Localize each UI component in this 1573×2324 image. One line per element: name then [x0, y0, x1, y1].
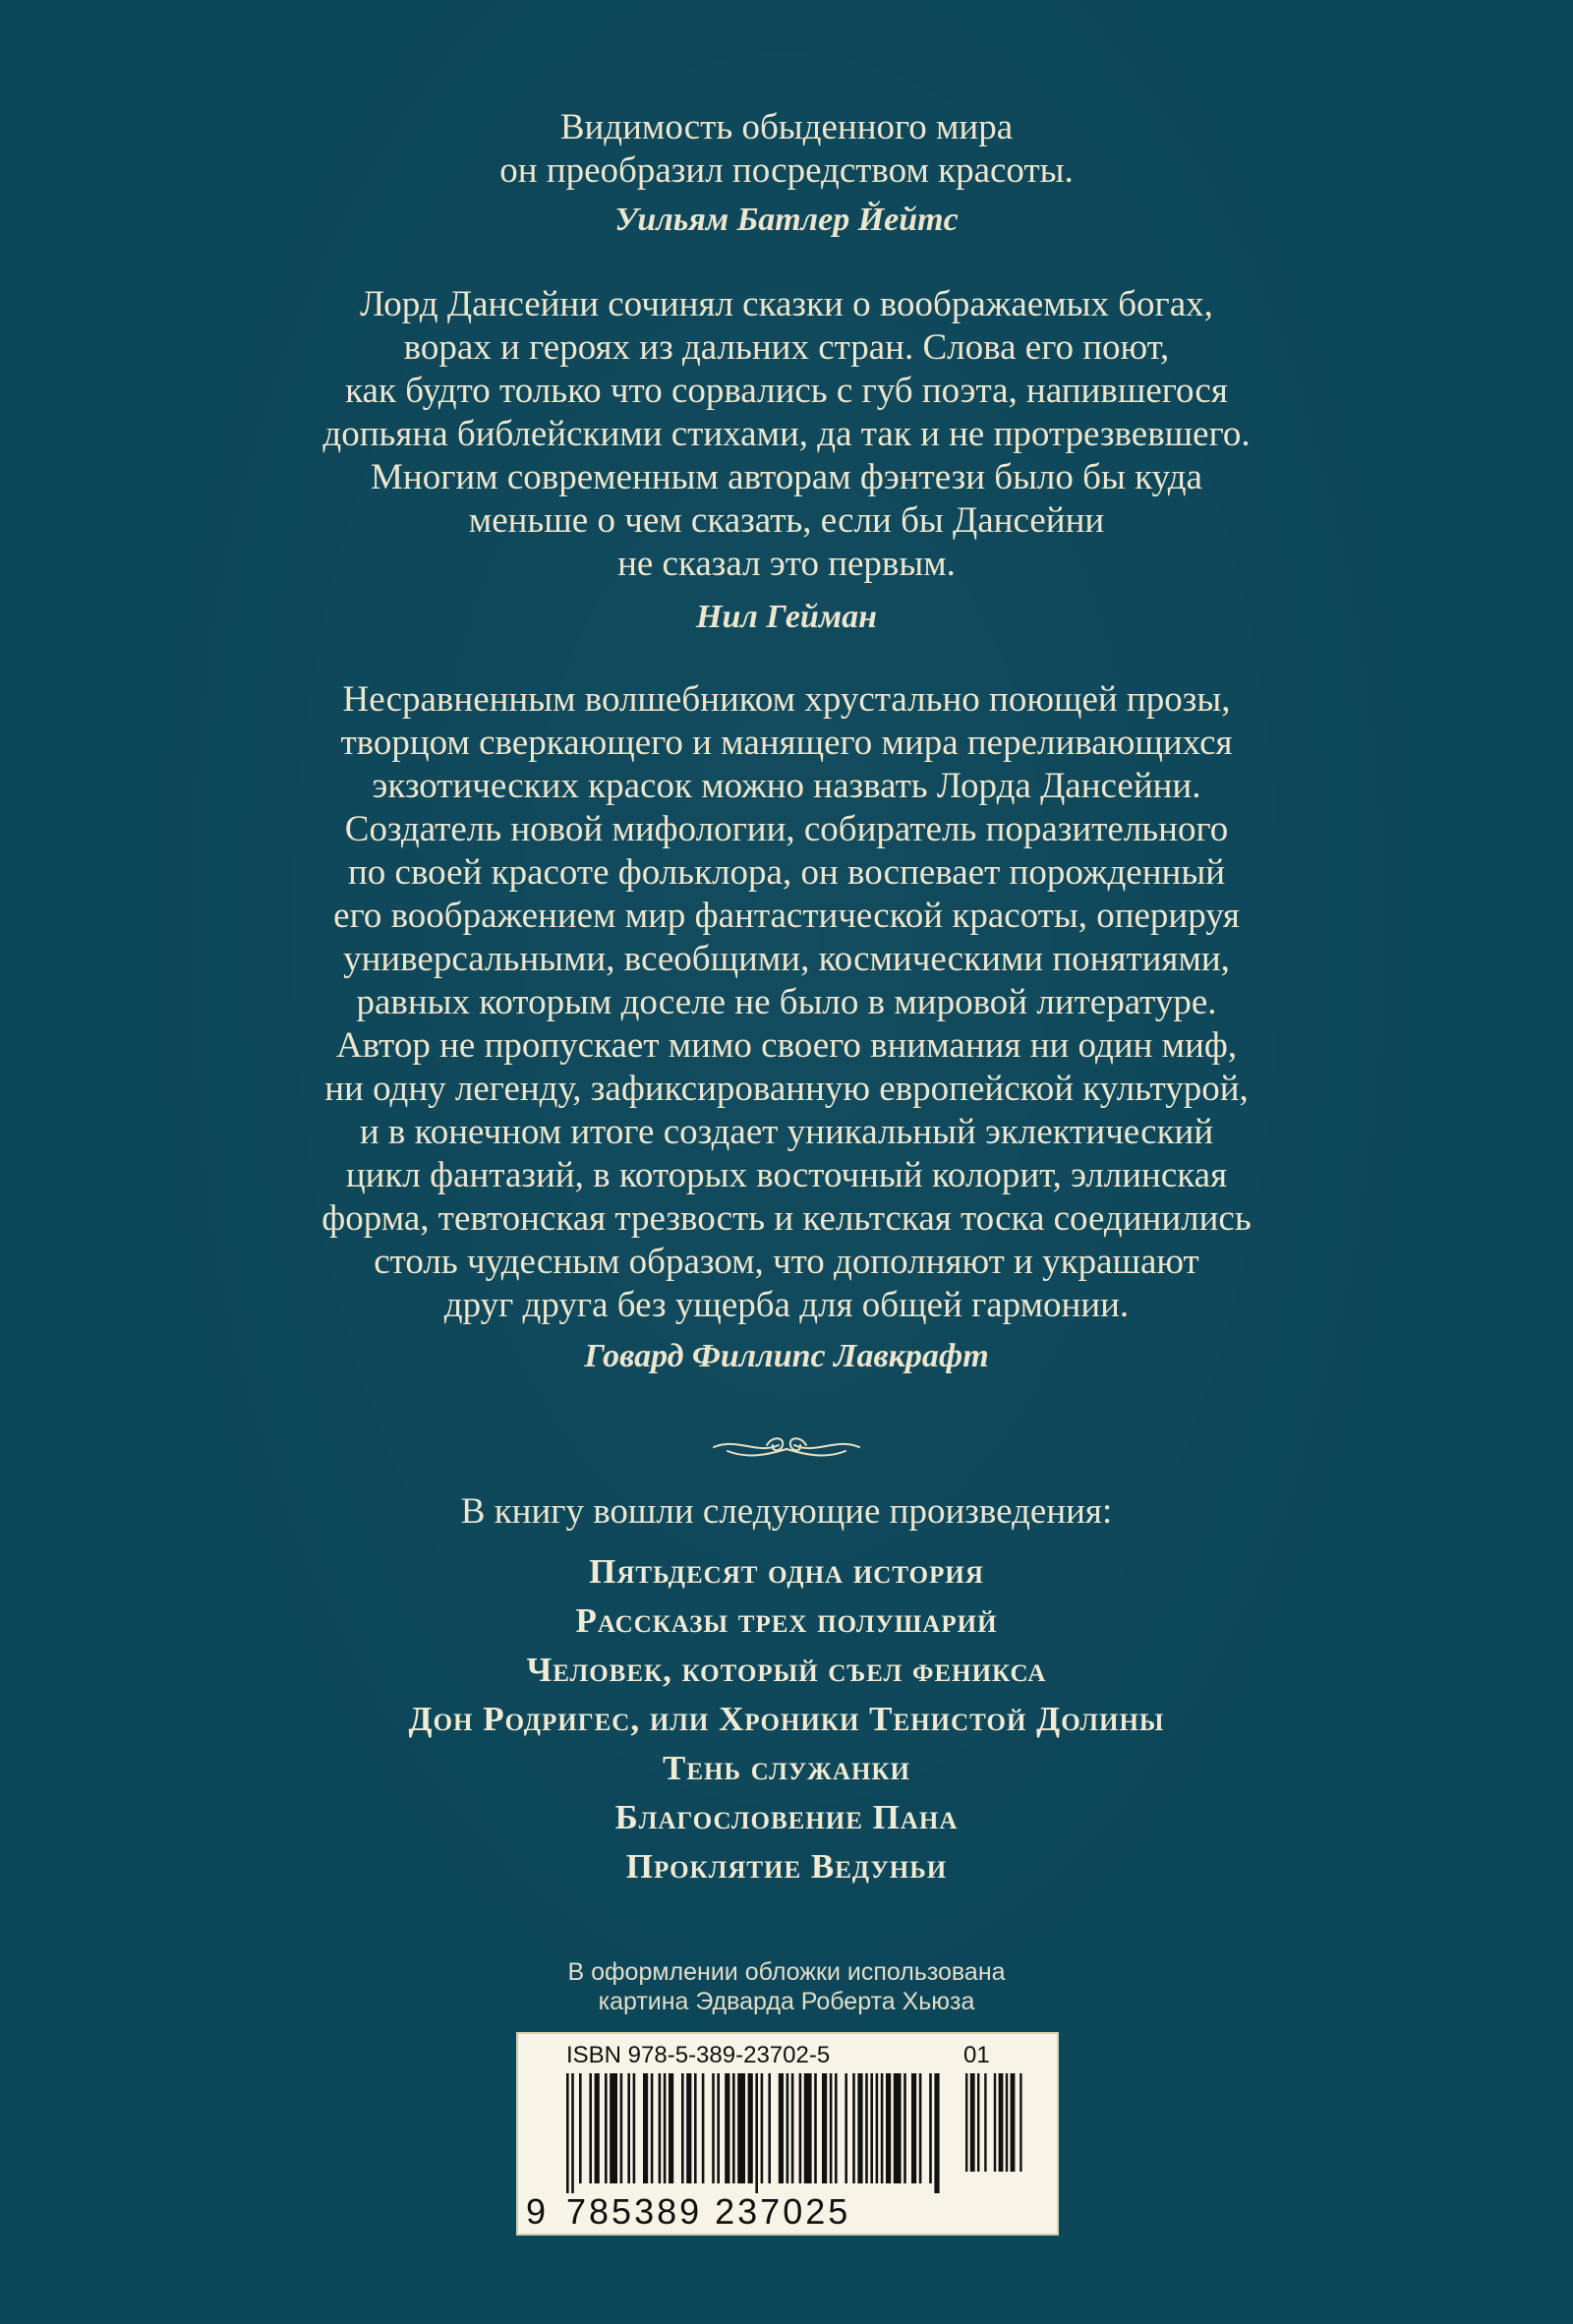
barcode-bar: [748, 2073, 753, 2183]
quote-line: столь чудесным образом, что дополняют и украшают: [374, 1242, 1199, 1282]
barcode-bar: [1006, 2073, 1008, 2172]
quote-line: допьяна библейскими стихами, да так и не протрезвевшего.: [322, 414, 1251, 454]
quote-yeats: [0, 106, 1573, 242]
work-title: Тень служанки: [663, 1749, 910, 1787]
barcode-bar: [589, 2073, 592, 2183]
barcode-bar: [605, 2073, 608, 2183]
flourish-ornament-icon: [708, 1425, 865, 1465]
works-list: [0, 1547, 1573, 1891]
quote-lovecraft: [0, 678, 1573, 1378]
quote-author: Уильям Батлер Йейтс: [614, 202, 959, 238]
barcode-bar: [822, 2073, 827, 2183]
quote-line: он преобразил посредством красоты.: [499, 150, 1074, 191]
barcode-bar: [1011, 2073, 1016, 2172]
quote-line: друг друга без ущерба для общей гармонии.: [443, 1285, 1130, 1325]
barcode-addon-bars: [965, 2073, 1024, 2172]
quote-line: как будто только что сорвались с губ поэта, напившегося: [345, 371, 1228, 411]
quote-line: ни одну легенду, зафиксированную европейской культурой,: [324, 1069, 1249, 1109]
barcode-bar: [768, 2073, 771, 2183]
barcode-bar: [717, 2073, 720, 2183]
barcode-bar: [779, 2073, 784, 2183]
quote-line: Несравненным волшебником хрустально поющей прозы,: [342, 679, 1231, 720]
barcode-bar: [876, 2073, 879, 2183]
barcode-bar: [903, 2073, 906, 2183]
barcode-bar: [566, 2073, 569, 2193]
quote-line: не сказал это первым.: [617, 544, 956, 584]
barcode-bar: [571, 2073, 574, 2193]
barcode-bar: [669, 2073, 673, 2183]
quote-line: Автор не пропускает мимо своего внимания ни один миф,: [335, 1025, 1238, 1066]
barcode-bar: [791, 2073, 794, 2183]
barcode-bar: [814, 2073, 817, 2183]
barcode-bar: [865, 2073, 868, 2183]
work-title: Рассказы трех полушарий: [575, 1601, 998, 1640]
barcode-bar: [686, 2073, 691, 2183]
isbn-addon: 01: [963, 2042, 990, 2068]
quote-line: и в конечном итоге создает уникальный эклектический: [359, 1112, 1214, 1152]
barcode-bar: [919, 2073, 922, 2183]
barcode-bar: [965, 2073, 967, 2172]
barcode-bar: [804, 2073, 812, 2183]
barcode-bar: [894, 2073, 902, 2183]
quote-gaiman: [0, 283, 1573, 639]
barcode-bar: [627, 2073, 630, 2183]
quote-line: меньше о чем сказать, если бы Дансейни: [468, 500, 1105, 541]
quote-line: экзотических красок можно назвать Лорда Дансейни.: [372, 766, 1201, 806]
barcode-bar: [886, 2073, 891, 2183]
barcode-bar: [681, 2073, 684, 2183]
barcode-bar: [870, 2073, 873, 2183]
barcode-bar: [664, 2073, 667, 2183]
barcode-bar: [725, 2073, 729, 2183]
barcode-bars: [566, 2073, 950, 2193]
barcode-bar: [633, 2073, 636, 2183]
barcode-bar: [970, 2073, 975, 2172]
quote-line: Многим современным авторам фэнтези было бы куда: [371, 457, 1202, 497]
barcode-bar: [712, 2073, 715, 2183]
barcode-bar: [852, 2073, 855, 2183]
quote-author: Нил Гейман: [696, 599, 877, 635]
work-title: Человек, который съел феникса: [526, 1651, 1047, 1689]
quote-line: ворах и героях из дальних стран. Слова его поют,: [403, 327, 1170, 368]
barcode-bar: [651, 2073, 654, 2183]
barcode-bar: [694, 2073, 697, 2183]
barcode-bar: [579, 2073, 582, 2183]
quote-line: Видимость обыденного мира: [559, 107, 1014, 147]
barcode-bar: [994, 2073, 996, 2172]
barcode-first-digit: 9: [526, 2191, 547, 2232]
barcode-bar: [737, 2073, 745, 2183]
cover-art-credit: [0, 1957, 1573, 2016]
barcode-bar: [881, 2073, 884, 2183]
barcode-bar: [620, 2073, 623, 2183]
barcode-label: [516, 2032, 1059, 2236]
quote-author: Говард Филлипс Лавкрафт: [584, 1338, 989, 1374]
isbn-number: ISBN 978-5-389-23702-5: [566, 2042, 831, 2068]
barcode-bar: [595, 2073, 600, 2183]
quote-line: по своей красоте фольклора, он воспевает порожденный: [347, 852, 1225, 893]
credit-line: картина Эдварда Роберта Хьюза: [598, 1988, 975, 2015]
barcode-digits: 785389 237025: [566, 2191, 851, 2232]
quote-line: цикл фантазий, в которых восточный колорит, эллинская: [345, 1155, 1228, 1195]
credit-line: В оформлении обложки использована: [567, 1958, 1006, 1986]
work-title: Пятьдесят одна история: [589, 1552, 984, 1591]
quote-line: равных которым доселе не было в мировой литературе.: [356, 982, 1217, 1022]
barcode-bar: [845, 2073, 847, 2183]
barcode-bar: [761, 2073, 764, 2183]
barcode-bar: [830, 2073, 833, 2183]
barcode-bar: [934, 2073, 939, 2193]
barcode-bar: [999, 2073, 1004, 2172]
barcode-bar: [929, 2073, 932, 2183]
work-title: Дон Родригес, или Хроники Тенистой Долины: [408, 1700, 1165, 1738]
barcode-bar: [643, 2073, 648, 2183]
quote-line: форма, тевтонская трезвость и кельтская тоска соединились: [321, 1198, 1252, 1239]
barcode-bar: [702, 2073, 705, 2183]
quote-line: творцом сверкающего и манящего мира переливающихся: [340, 723, 1233, 763]
contents-intro: В книгу вошли следующие произведения:: [460, 1491, 1113, 1532]
barcode-bar: [857, 2073, 862, 2183]
quote-line: его воображением мир фантастической красоты, оперируя: [333, 896, 1240, 936]
barcode-bar: [977, 2073, 979, 2172]
quote-line: Создатель новой мифологии, собиратель поразительного: [344, 809, 1229, 849]
quote-line: универсальными, всеобщими, космическими понятиями,: [343, 939, 1230, 979]
barcode-bar: [786, 2073, 789, 2183]
quote-line: Лорд Дансейни сочинял сказки о воображаемых богах,: [360, 284, 1213, 324]
barcode-bar: [659, 2073, 662, 2183]
barcode-bar: [755, 2073, 758, 2193]
barcode-bar: [732, 2073, 735, 2183]
work-title: Благословение Пана: [614, 1798, 959, 1836]
barcode-bar: [911, 2073, 916, 2183]
barcode-bar: [1020, 2073, 1021, 2172]
barcode-bar: [984, 2073, 986, 2172]
contents-section: [0, 1490, 1573, 1534]
work-title: Проклятие Ведуньи: [625, 1847, 948, 1886]
barcode-bar: [799, 2073, 802, 2183]
barcode-bar: [835, 2073, 838, 2183]
barcode-bar: [610, 2073, 617, 2183]
